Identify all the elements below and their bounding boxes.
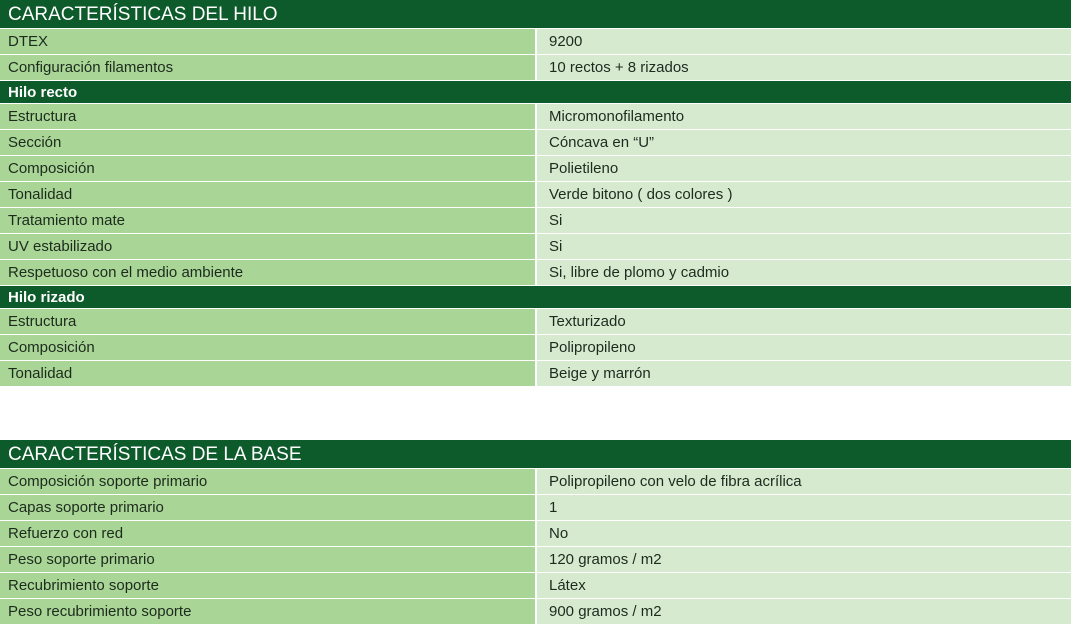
row-value: Beige y marrón [537, 361, 1071, 386]
base-table [0, 440, 1071, 625]
row-label: Estructura [0, 309, 537, 334]
row-value: Si [537, 234, 1071, 259]
row-value: 10 rectos + 8 rizados [537, 55, 1071, 80]
row-label: Configuración filamentos [0, 55, 537, 80]
base-table-title: CARACTERÍSTICAS DE LA BASE [0, 440, 1071, 469]
hilo-table-title: CARACTERÍSTICAS DEL HILO [0, 0, 1071, 29]
table-row [0, 156, 1071, 182]
table-row [0, 335, 1071, 361]
table-row [0, 208, 1071, 234]
row-label: Composición [0, 335, 537, 360]
table-row [0, 234, 1071, 260]
table-row [0, 573, 1071, 599]
hilo-rizado-section-header: Hilo rizado [0, 286, 1071, 309]
hilo-recto-section-header: Hilo recto [0, 81, 1071, 104]
table-row [0, 55, 1071, 81]
row-label: Estructura [0, 104, 537, 129]
table-row [0, 469, 1071, 495]
row-label: UV estabilizado [0, 234, 537, 259]
row-value: Polipropileno [537, 335, 1071, 360]
table-row [0, 182, 1071, 208]
table-row [0, 495, 1071, 521]
row-label: Composición [0, 156, 537, 181]
row-label: Composición soporte primario [0, 469, 537, 494]
row-label: Peso recubrimiento soporte [0, 599, 537, 624]
table-row [0, 29, 1071, 55]
table-spacer [0, 387, 1071, 440]
row-value: Micromonofilamento [537, 104, 1071, 129]
row-value: Polipropileno con velo de fibra acrílica [537, 469, 1071, 494]
row-value: Texturizado [537, 309, 1071, 334]
row-label: Peso soporte primario [0, 547, 537, 572]
row-label: Capas soporte primario [0, 495, 537, 520]
table-row [0, 599, 1071, 625]
table-row [0, 104, 1071, 130]
row-value: Si [537, 208, 1071, 233]
row-value: 9200 [537, 29, 1071, 54]
row-label: Tratamiento mate [0, 208, 537, 233]
row-value: Látex [537, 573, 1071, 598]
table-row [0, 547, 1071, 573]
row-label: Respetuoso con el medio ambiente [0, 260, 537, 285]
row-value: Verde bitono ( dos colores ) [537, 182, 1071, 207]
row-label: DTEX [0, 29, 537, 54]
row-value: 900 gramos / m2 [537, 599, 1071, 624]
table-row [0, 130, 1071, 156]
row-label: Tonalidad [0, 361, 537, 386]
table-row [0, 260, 1071, 286]
row-value: No [537, 521, 1071, 546]
row-value: Cóncava en “U” [537, 130, 1071, 155]
row-label: Refuerzo con red [0, 521, 537, 546]
row-label: Tonalidad [0, 182, 537, 207]
row-label: Sección [0, 130, 537, 155]
table-row [0, 309, 1071, 335]
row-value: Si, libre de plomo y cadmio [537, 260, 1071, 285]
row-value: 1 [537, 495, 1071, 520]
row-label: Recubrimiento soporte [0, 573, 537, 598]
table-row [0, 521, 1071, 547]
table-row [0, 361, 1071, 387]
row-value: Polietileno [537, 156, 1071, 181]
row-value: 120 gramos / m2 [537, 547, 1071, 572]
